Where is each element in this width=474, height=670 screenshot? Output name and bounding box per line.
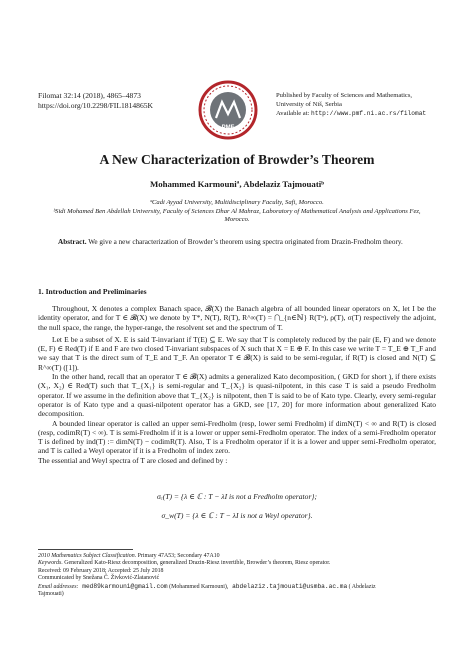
publisher-line-2: University of Niš, Serbia	[276, 101, 342, 108]
email-footnote-cont: Tajmouati)	[38, 591, 64, 598]
msc-footnote	[38, 553, 436, 560]
email-link-1[interactable]: med89karmouni@gmail.com	[78, 582, 168, 590]
affiliation-b-line2: Morocco.	[224, 216, 250, 224]
affiliation-b-line1: ᵇSidi Mohamed Ben Abdellah University, Faculty of Sciences Dhar Al Mahraz, Laboratory of Mathematical Analysis and Applications Fez,	[53, 207, 421, 215]
paragraph-1: Throughout, X denotes a complex Banach space, 𝓑(X) the Banach algebra of all bounded linear operators on X, let I be the identity operator, and for T ∈ 𝓑(X) we denote by T*, N(T), R(T), R^∞(T) = ⋂_{n∈ℕ} R(Tⁿ), ρ(T), σ(T) respectively the adjoint, the null space, the range, the hyper-range, the resolvent set and the spectrum of T.	[38, 304, 436, 332]
section-heading: 1. Introduction and Preliminaries	[38, 287, 147, 296]
paragraph-4: A bounded linear operator is called an upper semi-Fredholm (resp, lower semi Fredholm) if dimN(T) < ∞ and R(T) is closed (resp, codimR(T) < ∞). T is semi-Fredholm if it is a lower or upper semi-Fredholm operator. The index of a semi-Fredholm operator T is defined by ind(T) := dimN(T) − codimR(T). Also, T is a Fredholm operator if it is a lower and upper semi-Fredholm operator, and T is called a Weyl operator if it is a Fredholm of index zero.	[38, 418, 436, 456]
available-line	[276, 109, 426, 118]
paragraph-3: In the other hand, recall that an operator T ∈ 𝓑(X) admits a generalized Kato decomposition, ( GKD for short ), if there exists (X₁, X₂) ∈ Red(T) such that T_{X₁} is semi-regular and T_{X₂} is quasi-nilpotent, in this case T is said a pseudo Fredholm operator. If we assume in the definition above that T_{X₂} is nilpotent, then T is said to be of Kato type. Clearly, every semi-regular operator is of Kato type and a quasi-nilpotent operator has a GKD, see [17, 20] for more information about generalized Kato decomposition.	[38, 372, 436, 419]
logo-text: PMF	[221, 125, 235, 131]
communicated-footnote: Communicated by Snežana Č. Živković-Zlatanović	[38, 575, 160, 582]
keywords-label: Keywords.	[38, 560, 63, 567]
msc-label: 2010 Mathematics Subject Classification.	[38, 553, 137, 559]
abstract	[58, 238, 416, 247]
equation-weyl-spectrum: σ_w(T) = {λ ∈ ℂ : T − λI is not a Weyl operator}.	[161, 511, 313, 520]
author-list: Mohammed Karmouniª, Abdelaziz Tajmouatiᵇ	[149, 179, 325, 189]
email-owner-2: ( Abdelaziz	[347, 583, 376, 590]
footnote-divider	[38, 549, 133, 550]
journal-logo	[198, 80, 258, 140]
journal-url[interactable]: http://www.pmf.ni.ac.rs/filomat	[311, 110, 427, 117]
paragraph-5: The essential and Weyl spectra of T are closed and defined by :	[38, 455, 228, 465]
received-footnote: Received: 09 February 2018; Accepted: 25 July 2018	[38, 567, 164, 574]
footnotes	[38, 553, 436, 598]
msc-text: Primary 47A53; Secondary 47A10	[136, 553, 220, 559]
email-link-2[interactable]: abdelaziz.tajmouati@usmba.ac.ma	[228, 582, 348, 590]
abstract-label: Abstract.	[58, 238, 87, 246]
email-label: Email addresses:	[38, 583, 79, 590]
journal-line: Filomat 32:14 (2018), 4865–4873	[38, 91, 141, 100]
available-label: Available at:	[276, 110, 312, 117]
keywords-text: Generalized Kato-Riesz decomposition, generalized Drazin-Riesz invertible, Browder’s theorem, Riesz operator.	[62, 560, 331, 567]
publisher-line-1: Published by Faculty of Sciences and Mathematics,	[276, 92, 413, 99]
abstract-text: We give a new characterization of Browder’s theorem using spectra originated from Drazin-Fredholm theory.	[86, 238, 403, 246]
affiliation-a: ªCadi Ayyad University, Multidisciplinary Faculty, Safi, Morocco.	[150, 199, 324, 206]
keywords-footnote	[38, 560, 436, 567]
doi-link[interactable]: https://doi.org/10.2298/FIL1814865K	[38, 101, 154, 110]
paper-title: A New Characterization of Browder’s Theorem	[99, 152, 375, 167]
affiliations	[38, 199, 436, 225]
equation-essential-spectrum: σₑ(T) = {λ ∈ ℂ : T − λI is not a Fredholm operator};	[156, 492, 317, 501]
email-footnote	[38, 583, 436, 591]
body-text	[38, 304, 436, 465]
email-owner-1: (Mohammed Karmouni),	[167, 583, 229, 590]
publisher-info	[276, 91, 426, 118]
paragraph-2: Let E be a subset of X. E is said T-invariant if T(E) ⊆ E. We say that T is completely reduced by the pair (E, F) and we denote (E, F) ∈ Red(T) if E and F are two closed T-invariant subspaces of X such that X = E ⊕ F. In this case we write T = T_E ⊕ T_F and we say that T is the direct sum of T_E and T_F. An operator T ∈ 𝓑(X) is said to be semi-regular, if R(T) is closed and N(T) ⊆ R^∞(T) ([1]).	[38, 334, 436, 372]
journal-citation	[38, 91, 153, 111]
